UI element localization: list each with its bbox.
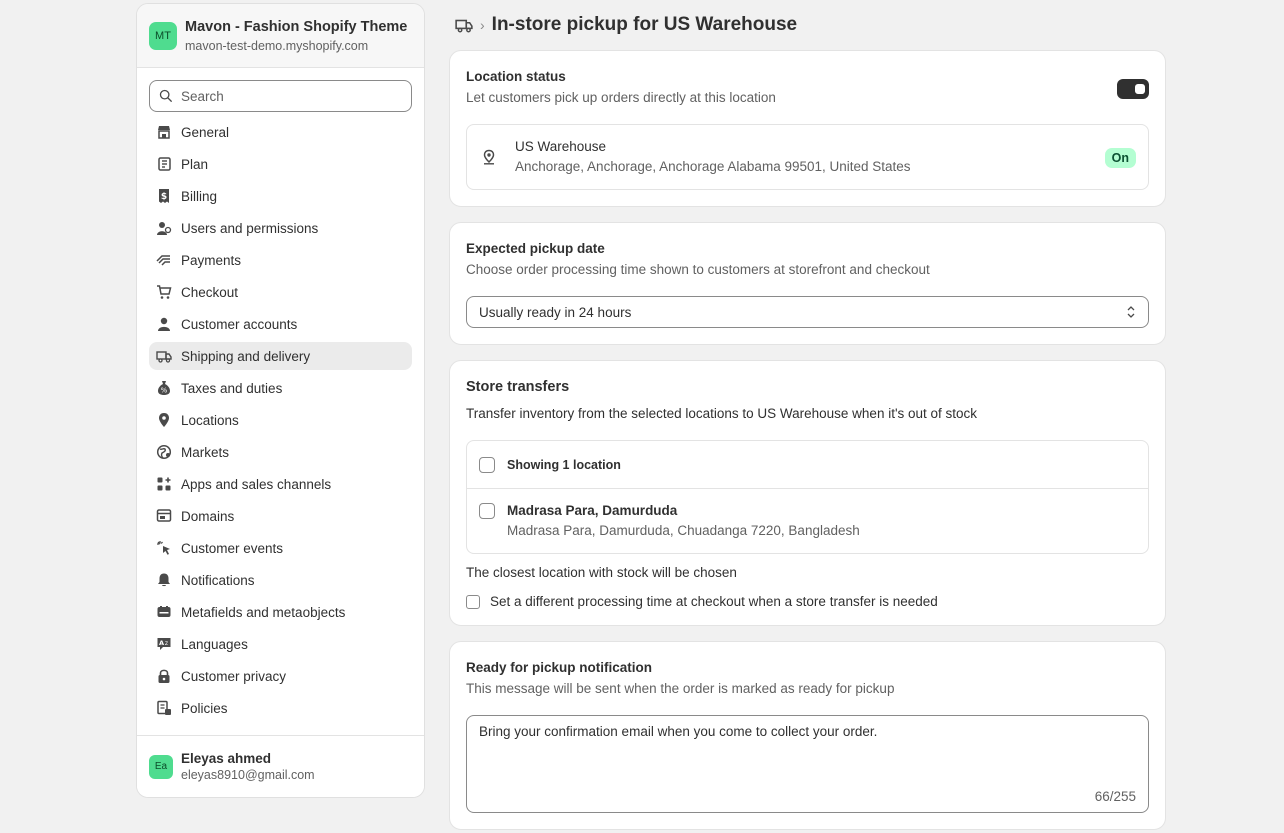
svg-text:A: A [158,639,165,647]
cursor-icon [155,539,173,557]
transfer-location-name: Madrasa Para, Damurduda [507,503,678,518]
select-chevron-icon [1126,305,1136,319]
svg-text:z: z [164,640,169,647]
sidebar-item-customer-accounts[interactable] [149,310,412,338]
sidebar-item-shipping[interactable] [149,342,412,370]
main-content [449,0,1166,833]
sidebar-item-payments[interactable] [149,246,412,274]
sidebar-item-customer-privacy[interactable] [149,662,412,690]
sidebar-item-label: Domains [181,508,235,524]
payments-icon [155,251,173,269]
store-header[interactable] [137,4,424,68]
card-title: Location status [466,69,566,84]
checkbox-label: Set a different processing time at checkout when a store transfer is needed [490,594,938,609]
select-all-checkbox[interactable] [479,457,495,473]
character-counter: 66/255 [1094,789,1136,804]
person-icon [155,315,173,333]
list-header [467,441,1148,489]
location-status-toggle[interactable] [1117,79,1149,99]
users-icon [155,219,173,237]
card-description: Transfer inventory from the selected locations to US Warehouse when it's out of stock [466,406,978,421]
sidebar-item-metafields[interactable] [149,598,412,626]
card-title: Ready for pickup notification [466,660,653,675]
sidebar-item-markets[interactable] [149,438,412,466]
policies-icon [155,699,173,717]
avatar: Ea [149,755,173,779]
status-badge: On [1105,148,1136,168]
location-checkbox[interactable] [479,503,495,519]
notification-message-field[interactable] [466,715,1149,813]
select-value: Usually ready in 24 hours [479,304,632,320]
bell-icon [155,571,173,589]
sidebar-item-customer-events[interactable] [149,534,412,562]
transfer-locations-list [466,440,1149,554]
card-title: Store transfers [466,379,570,395]
truck-icon[interactable] [455,16,473,34]
truck-icon [155,347,173,365]
sidebar-item-label: Markets [181,444,230,460]
list-item [467,489,1148,553]
sidebar-item-label: Shipping and delivery [181,348,311,364]
card-description: Let customers pick up orders directly at this location [466,90,776,105]
search-box[interactable] [149,80,412,112]
pickup-notification-card [449,641,1166,830]
sidebar-item-label: Metafields and metaobjects [181,604,346,620]
location-address: Anchorage, Anchorage, Anchorage Alabama 99501, United States [515,159,911,174]
metafields-icon [155,603,173,621]
plan-icon [155,155,173,173]
sidebar-item-label: General [181,124,230,140]
sidebar-item-plan[interactable] [149,150,412,178]
store-transfers-card [449,360,1166,626]
apps-icon [155,475,173,493]
sidebar-item-domains[interactable] [149,502,412,530]
closest-location-note: The closest location with stock will be chosen [466,565,737,580]
processing-time-option[interactable] [466,594,1149,609]
svg-text:%: % [160,386,168,395]
search-input[interactable] [181,89,381,104]
sidebar-item-notifications[interactable] [149,566,412,594]
sidebar-item-label: Languages [181,636,248,652]
notification-message-text: Bring your confirmation email when you come to collect your order. [479,724,878,739]
user-account[interactable] [137,735,424,797]
store-name: Mavon - Fashion Shopify Theme [185,18,408,35]
billing-icon [155,187,173,205]
sidebar-nav [137,118,424,722]
cart-icon [155,283,173,301]
pickup-time-select[interactable] [466,296,1149,328]
sidebar-item-label: Payments [181,252,242,268]
sidebar-item-policies[interactable] [149,694,412,722]
sidebar-item-label: Users and permissions [181,220,319,236]
store-domain: mavon-test-demo.myshopify.com [185,38,369,53]
sidebar-item-locations[interactable] [149,406,412,434]
globe-icon [155,443,173,461]
user-name: Eleyas ahmed [181,751,272,766]
location-status-card [449,50,1166,207]
lock-icon [155,667,173,685]
sidebar-item-checkout[interactable] [149,278,412,306]
processing-time-checkbox[interactable] [466,595,480,609]
card-description: Choose order processing time shown to customers at storefront and checkout [466,262,930,277]
svg-text:$: $ [160,192,168,202]
sidebar-item-label: Policies [181,700,228,716]
store-icon [155,123,173,141]
sidebar-item-apps[interactable] [149,470,412,498]
sidebar-item-label: Customer events [181,540,284,556]
sidebar-item-general[interactable] [149,118,412,146]
breadcrumb [449,0,1166,50]
sidebar-item-label: Customer privacy [181,668,287,684]
sidebar-item-label: Locations [181,412,239,428]
sidebar-item-label: Customer accounts [181,316,298,332]
page-title: In-store pickup for US Warehouse [491,14,798,35]
sidebar-item-billing[interactable] [149,182,412,210]
sidebar-item-taxes[interactable] [149,374,412,402]
card-title: Expected pickup date [466,241,605,256]
store-avatar: MT [149,22,177,50]
sidebar-item-label: Checkout [181,284,239,300]
card-description: This message will be sent when the order is marked as ready for pickup [466,681,895,696]
pickup-date-card [449,222,1166,345]
sidebar-item-languages[interactable] [149,630,412,658]
transfer-location-address: Madrasa Para, Damurduda, Chuadanga 7220, Bangladesh [507,523,860,538]
user-email: eleyas8910@gmail.com [181,768,315,782]
taxes-icon [155,379,173,397]
settings-sidebar [136,3,425,798]
languages-icon [155,635,173,653]
sidebar-item-label: Billing [181,188,218,204]
breadcrumb-separator: › [480,17,485,33]
sidebar-item-label: Notifications [181,572,255,588]
list-header-label: Showing 1 location [507,457,621,472]
location-summary [466,124,1149,190]
search-icon [159,89,173,103]
sidebar-item-label: Taxes and duties [181,380,283,396]
location-icon [155,411,173,429]
location-pin-icon [479,149,499,165]
sidebar-item-label: Plan [181,156,209,172]
sidebar-item-users[interactable] [149,214,412,242]
location-name: US Warehouse [515,139,607,154]
sidebar-item-label: Apps and sales channels [181,476,332,492]
domains-icon [155,507,173,525]
